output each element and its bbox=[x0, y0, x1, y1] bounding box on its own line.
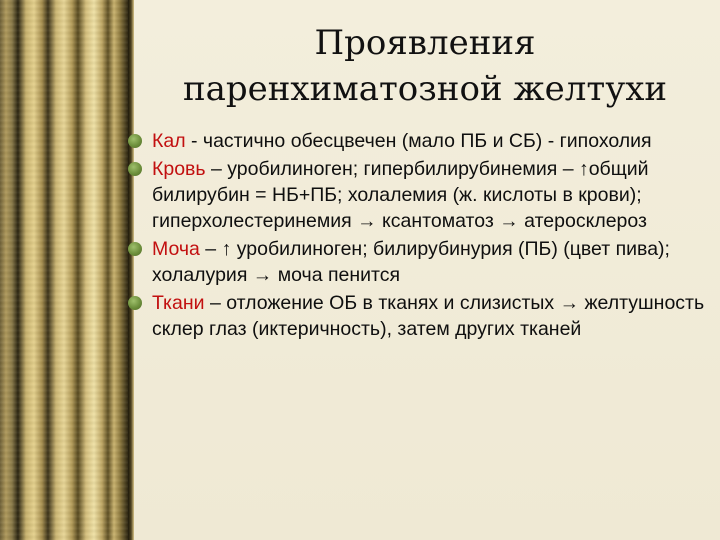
circle-bullet-icon bbox=[128, 162, 142, 176]
bullet-list bbox=[128, 128, 708, 344]
bullet-term: Кал bbox=[152, 130, 186, 152]
bullet-term: Кровь bbox=[152, 158, 206, 180]
bullet-term: Моча bbox=[152, 238, 200, 260]
title-line-2: паренхиматозной желтухи bbox=[182, 69, 668, 109]
circle-bullet-icon bbox=[128, 296, 142, 310]
bullet-text: – ↑ уробилиноген; билирубинурия (ПБ) (цвет пива); холалурия → моча пенится bbox=[152, 238, 670, 286]
circle-bullet-icon bbox=[128, 134, 142, 148]
bullet-text: – уробилиноген; гипербилирубинемия – ↑общий билирубин = НБ+ПБ; холалемия (ж. кислоты в крови); гиперхолестеринемия → ксантоматоз → атеросклероз bbox=[152, 158, 649, 232]
bullet-item-blood bbox=[128, 156, 708, 234]
title-line-1: Проявления bbox=[314, 23, 536, 63]
bullet-item-tissues bbox=[128, 290, 708, 342]
bullet-term: Ткани bbox=[152, 292, 205, 314]
bullet-item-urine bbox=[128, 236, 708, 288]
circle-bullet-icon bbox=[128, 242, 142, 256]
slide-title bbox=[150, 20, 700, 112]
bullet-text: - частично обесцвечен (мало ПБ и СБ) - гипохолия bbox=[185, 130, 652, 152]
decorative-border bbox=[0, 0, 128, 540]
bullet-item-stool bbox=[128, 128, 708, 154]
bullet-text: – отложение ОБ в тканях и слизистых → желтушность склер глаз (иктеричность), затем других тканей bbox=[152, 292, 705, 340]
